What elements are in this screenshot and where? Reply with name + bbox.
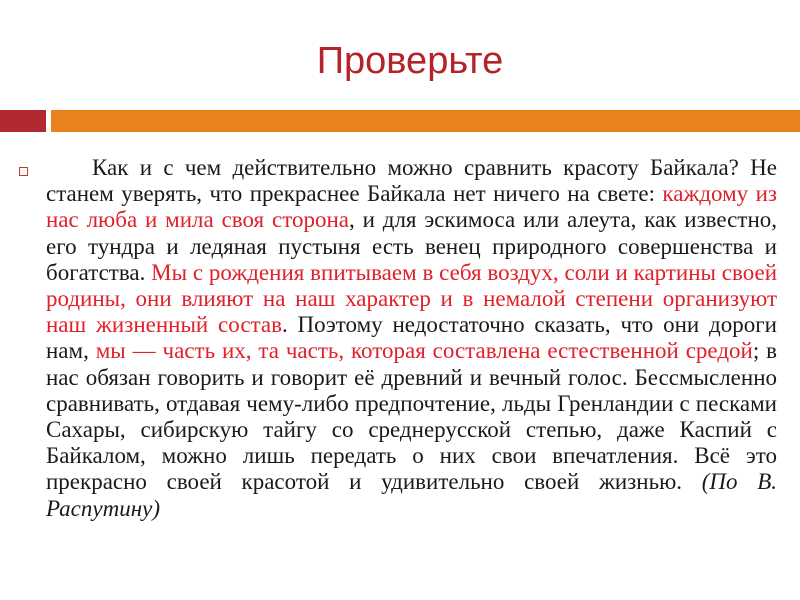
text-paragraph: [46, 155, 777, 522]
text-segment: Как и с чем действительно можно сравнить красоту Байкала? Не станем уверять, что прекраснее Байкала нет ничего на свете:: [46, 155, 777, 207]
title-underline-orange-bar: [51, 110, 800, 132]
text-segment: . Поэтому недостаточно сказать, что они дороги нам,: [46, 312, 777, 364]
attribution: (По В. Распутину): [46, 469, 777, 521]
highlighted-phrase: мы — часть их, та часть, которая составлена естественной средой: [95, 338, 753, 364]
text-segment: ; в нас обязан говорить и говорит её древний и вечный голос. Бессмысленно сравнивать, отдавая чему-либо предпочтение, льды Гренландии с песками Сахары, сибирскую тайгу со среднерусской степью, даже Каспий с Байкалом, можно лишь передать о них свои впечатления. Всё это прекрасно своей красотой и удивительно своей жизнью.: [46, 338, 777, 495]
highlighted-phrase: Мы с рождения впитываем в себя воздух, соли и картины своей родины, они влияют на наш характер и в немалой степени организуют наш жизненный состав: [46, 259, 777, 338]
title-underline-dark-segment: [0, 110, 46, 132]
hollow-square-bullet-icon: [19, 167, 28, 176]
highlighted-phrase: каждому из нас люба и мила своя сторона: [46, 181, 777, 233]
slide-title: Проверьте: [316, 40, 504, 82]
text-segment: , и для эскимоса или алеута, как известно, его тундра и ледяная пустыня есть венец природного совершенства и богатства.: [46, 207, 777, 285]
